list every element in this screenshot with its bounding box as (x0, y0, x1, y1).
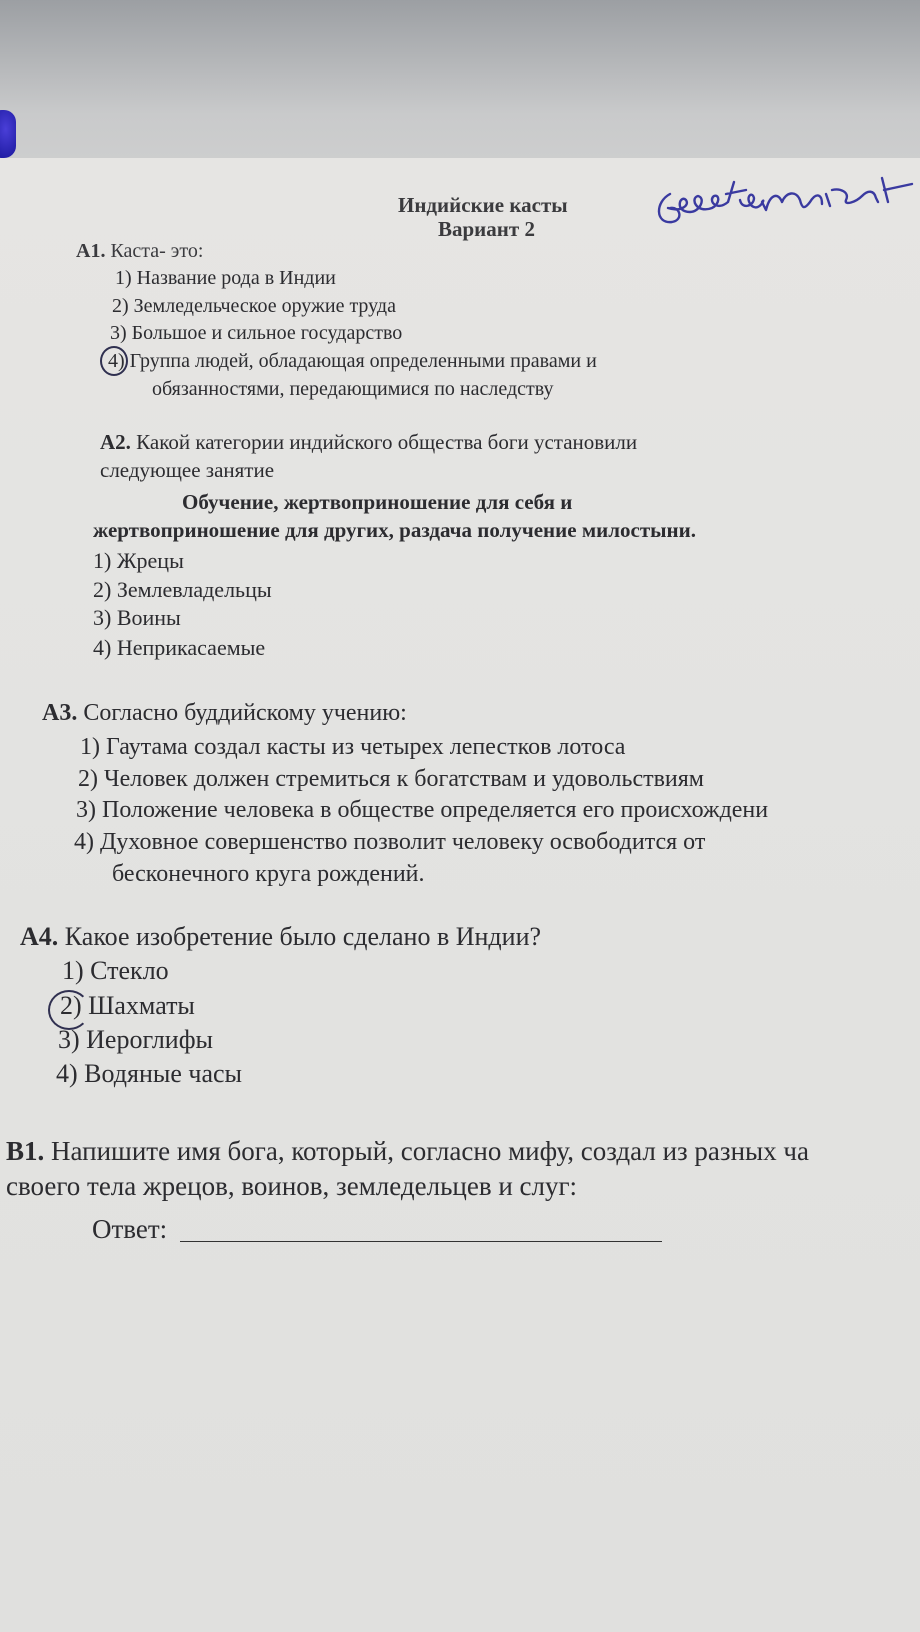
answer-mark-a1 (100, 346, 128, 376)
a3-option-4: 4) Духовное совершенство позволит человеку освободится от (74, 829, 706, 855)
a1-option-4-cont: обязанностями, передающимися по наследству (152, 378, 554, 400)
question-b1-label: В1. (6, 1136, 45, 1166)
question-a1-label: А1. (76, 240, 106, 262)
a3-option-3: 3) Положение человека в обществе определяется его происхождени (76, 797, 769, 823)
worksheet-variant: Вариант 2 (438, 217, 535, 241)
a2-activity-line2: жертвоприношение для других, раздача получение милостыни. (93, 518, 696, 542)
a3-option-2: 2) Человек должен стремиться к богатствам и удовольствиям (78, 766, 704, 792)
question-a4 (20, 922, 541, 952)
question-a2-text: Какой категории индийского общества боги установили (136, 430, 638, 454)
answer-mark-a4 (48, 990, 90, 1030)
question-a3-text: Согласно буддийскому учению: (83, 700, 407, 726)
answer-line (180, 1241, 662, 1242)
question-a4-label: А4. (20, 922, 59, 951)
question-a3 (42, 700, 407, 727)
pen-cap (0, 110, 16, 158)
question-a2-label: А2. (100, 430, 131, 454)
question-a1-text: Каста- это: (110, 240, 204, 262)
a3-option-4-cont: бесконечного круга рождений. (112, 861, 425, 887)
a1-option-1: 1) Название рода в Индии (115, 267, 336, 289)
question-b1-cont: своего тела жрецов, воинов, земледельцев и слуг: (6, 1171, 578, 1201)
a4-option-4: 4) Водяные часы (56, 1059, 242, 1088)
worksheet-title: Индийские касты (398, 193, 568, 217)
a2-option-3: 3) Воины (93, 605, 181, 630)
a1-option-3: 3) Большое и сильное государство (110, 322, 403, 344)
a2-option-2: 2) Землевладельцы (93, 577, 272, 602)
question-a3-label: А3. (42, 700, 78, 726)
a2-option-1: 1) Жрецы (93, 548, 184, 573)
a4-option-1: 1) Стекло (62, 956, 169, 985)
question-a1 (76, 240, 203, 263)
answer-label: Ответ: (92, 1214, 168, 1244)
a4-option-2: 2) Шахматы (60, 991, 195, 1020)
question-b1 (6, 1136, 809, 1167)
a2-activity-line1: Обучение, жертвоприношение для себя и (182, 490, 573, 514)
a3-option-1: 1) Гаутама создал касты из четырех лепестков лотоса (80, 734, 626, 760)
a4-option-3: 3) Иероглифы (58, 1025, 214, 1054)
a1-option-4: 4) Группа людей, обладающая определенными правами и (108, 350, 597, 372)
question-b1-text: Напишите имя бога, который, согласно мифу, создал из разных ча (51, 1136, 809, 1166)
handwritten-name (650, 172, 920, 232)
question-a2-cont: следующее занятие (100, 458, 275, 482)
question-a2 (100, 430, 637, 455)
a2-option-4: 4) Неприкасаемые (93, 635, 266, 660)
a1-option-2: 2) Земледельческое оружие труда (112, 295, 396, 317)
question-a4-text: Какое изобретение было сделано в Индии? (64, 922, 542, 951)
